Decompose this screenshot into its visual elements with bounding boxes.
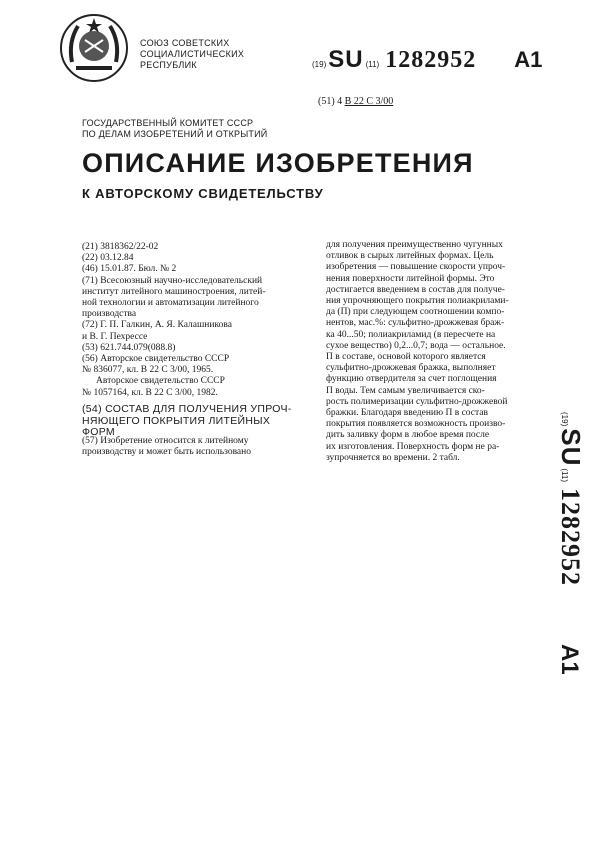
abstract-line: рость полимеризации сульфитно-дрожжевой	[326, 396, 508, 407]
side-country-code-label: (19)	[560, 412, 569, 427]
ipc-classification	[318, 96, 393, 107]
committee-line: ГОСУДАРСТВЕННЫЙ КОМИТЕТ СССР	[82, 118, 254, 128]
biblio-line: Авторское свидетельство СССР	[96, 376, 225, 387]
biblio-line: (21) 3818362/22-02	[82, 242, 159, 252]
abstract-line: (57) Изобретение относится к литейному	[82, 436, 249, 446]
biblio-line: ной технологии и автоматизации литейного	[82, 298, 259, 309]
ipc-code-label: (51) 4	[318, 96, 343, 107]
state-committee	[82, 118, 267, 140]
publication-number	[312, 46, 542, 74]
ussr-line: РЕСПУБЛИК	[140, 60, 197, 70]
document-title: ОПИСАНИЕ ИЗОБРЕТЕНИЯ	[82, 148, 474, 178]
biblio-line: (71) Всесоюзный научно-исследовательский	[82, 275, 263, 286]
abstract-line: нения поверхности литейной формы. Это	[326, 273, 495, 284]
patent-title-line: НЯЮЩЕГО ПОКРЫТИЯ ЛИТЕЙНЫХ	[82, 414, 271, 427]
biblio-line: (56) Авторское свидетельство СССР	[82, 354, 230, 365]
abstract-line: ния упрочняющего покрытия полиакрилами-	[326, 296, 509, 307]
abstract-line: да (П) при следующем соотношении компо-	[326, 307, 505, 318]
document-subtitle: К АВТОРСКОМУ СВИДЕТЕЛЬСТВУ	[82, 186, 324, 201]
committee-line: ПО ДЕЛАМ ИЗОБРЕТЕНИЙ И ОТКРЫТИЙ	[82, 129, 268, 139]
abstract-line: достигается введением в состав для получе-	[326, 284, 505, 295]
side-country-code: SU	[556, 428, 586, 467]
biblio-line: производства	[82, 309, 137, 320]
number-code-label: (11)	[365, 60, 380, 69]
ussr-emblem-icon	[58, 12, 130, 84]
side-patent-kind: А1	[556, 644, 583, 675]
country-code: SU	[328, 46, 364, 73]
biblio-line: (53) 621.744.079(088.8)	[82, 342, 176, 353]
abstract-line: П в составе, основой которого является	[326, 352, 486, 363]
bibliographic-data	[82, 242, 312, 399]
abstract-left-column	[82, 436, 312, 458]
patent-number: 1282952	[385, 47, 477, 73]
biblio-line: (22) 03.12.84	[82, 253, 134, 264]
ussr-line: СОЮЗ СОВЕТСКИХ	[140, 38, 230, 48]
ipc-value: В 22 С 3/00	[344, 96, 394, 107]
country-code-label: (19)	[312, 60, 327, 69]
abstract-line: нентов, мас.%: сульфитно-дрожжевая браж-	[326, 318, 505, 329]
biblio-line: (72) Г. П. Галкин, А. Я. Калашникова	[82, 320, 232, 331]
abstract-line: ка 40...50; полиакриламид (в пересчете на	[326, 329, 496, 340]
patent-title	[82, 404, 312, 439]
patent-kind: А1	[514, 47, 543, 72]
abstract-right-column	[326, 240, 552, 464]
biblio-line: и В. Г. Пехрессе	[82, 331, 148, 342]
abstract-line: покрытия появляется возможность произво-	[326, 419, 506, 430]
abstract-line: П воды. Тем самым увеличивается ско-	[326, 385, 485, 396]
side-number-code-label: (11)	[560, 468, 569, 482]
patent-title-line: (54) СОСТАВ ДЛЯ ПОЛУЧЕНИЯ УПРОЧ-	[82, 403, 292, 415]
issuing-country-block	[140, 38, 244, 71]
abstract-line: для получения преимущественно чугунных	[326, 240, 503, 250]
abstract-line: функцию отвердителя за счет поглощения	[326, 374, 497, 385]
abstract-line: сухое вещество) 0,2...0,7; вода — остальное.	[326, 340, 506, 351]
biblio-line: (46) 15.01.87. Бюл. № 2	[82, 264, 177, 275]
biblio-line: № 1057164, кл. В 22 С 3/00, 1982.	[82, 387, 218, 398]
abstract-line: сульфитно-дрожжевая бражка, выполняет	[326, 363, 496, 374]
abstract-line: их изготовления. Поверхность форм не ра-	[326, 441, 500, 452]
abstract-line: зупрочняется во времени. 2 табл.	[326, 452, 460, 463]
abstract-line: дить заливку форм в любое время после	[326, 430, 490, 441]
abstract-line: производству и может быть использовано	[82, 447, 251, 458]
biblio-line: № 836077, кл. В 22 С 3/00, 1965.	[82, 365, 214, 376]
side-patent-number: 1282952	[556, 488, 585, 586]
abstract-line: бражки. Благодаря введению П в состав	[326, 408, 488, 419]
abstract-line: отливок в сырых литейных формах. Цель	[326, 251, 494, 262]
side-publication-number	[555, 412, 586, 675]
biblio-line: институт литейного машиностроения, литей-	[82, 286, 266, 297]
abstract-line: изобретения — повышение скорости упроч-	[326, 262, 506, 273]
patent-title-line: ФОРМ	[82, 426, 115, 438]
ussr-line: СОЦИАЛИСТИЧЕСКИХ	[140, 49, 245, 59]
